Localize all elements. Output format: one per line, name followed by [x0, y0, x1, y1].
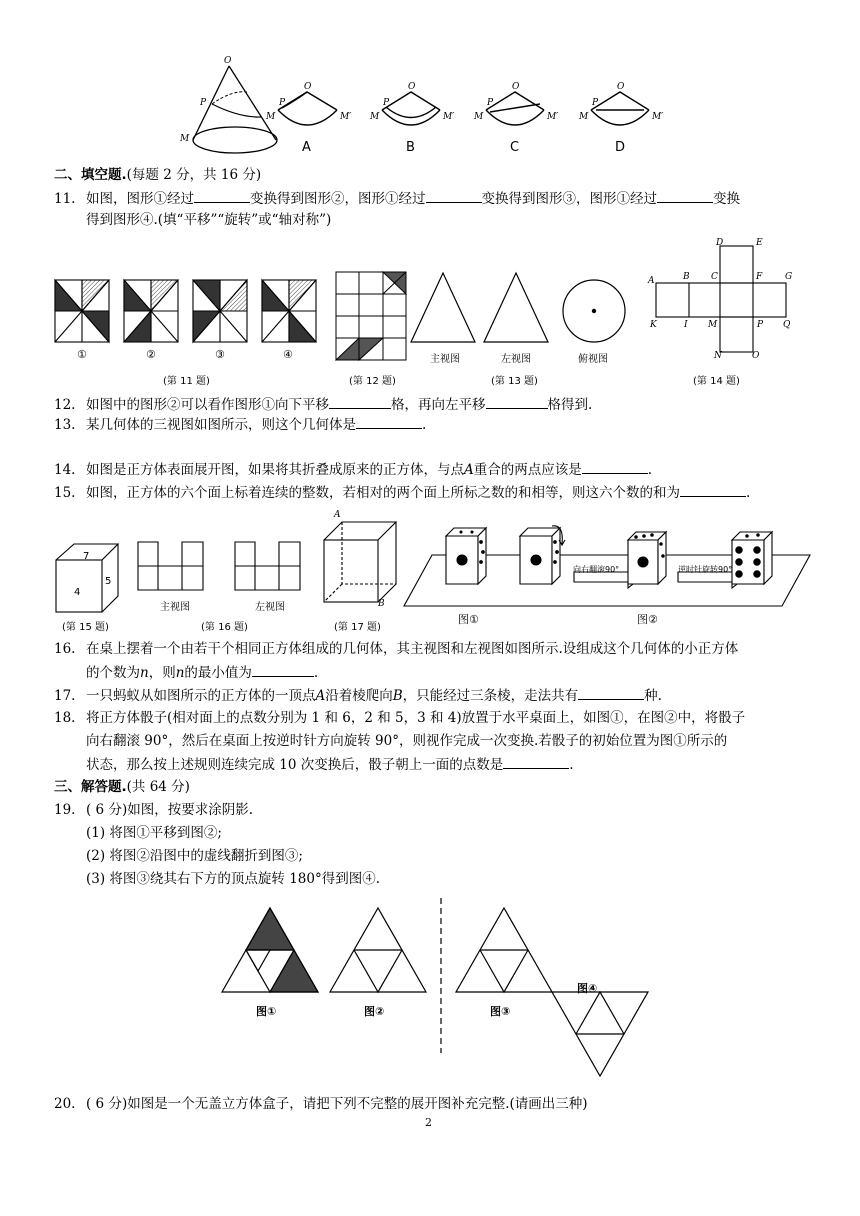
- opt-d-label-p: P: [592, 98, 599, 108]
- q13-number: 13.: [54, 417, 76, 433]
- q17-text-4: 种.: [644, 688, 662, 704]
- q11-blank-1[interactable]: [194, 189, 250, 203]
- question-13: [54, 415, 426, 434]
- q11-blank-2[interactable]: [426, 189, 482, 203]
- q12-text-1: 如图中的图形②可以看作图形①向下平移: [86, 397, 329, 413]
- net-label-p: P: [757, 320, 764, 330]
- q19-triangles: [220, 898, 660, 1058]
- q12-blank-2[interactable]: [486, 395, 548, 409]
- q14-blank[interactable]: [582, 460, 648, 474]
- q11-fig-2-label: ②: [146, 348, 156, 361]
- q13-front-view-label: 主视图: [430, 354, 460, 365]
- q11-fig-3-label: ③: [215, 348, 225, 361]
- q17-var-b: B: [392, 688, 403, 704]
- opt-b-label-o: O: [408, 82, 416, 92]
- cone-label-p: P: [200, 98, 207, 108]
- q16-front-view-label: 主视图: [160, 602, 190, 613]
- q19-fig-1-label: 图①: [256, 1005, 277, 1018]
- section-2-note: (每题 2 分，共 16 分): [126, 167, 262, 183]
- question-18-line1: [54, 709, 745, 727]
- q15-blank[interactable]: [680, 483, 746, 497]
- q16-text-c: 的最小值为: [184, 665, 252, 681]
- question-16-line1: [54, 640, 738, 658]
- q19-number: 19.: [54, 802, 76, 818]
- q17-number: 17.: [54, 688, 76, 704]
- opt-a-label-p: P: [279, 98, 286, 108]
- q11-fig-1-label: ①: [77, 348, 87, 361]
- q17-text-3: ，只能经过三条棱，走法共有: [402, 688, 579, 704]
- cube-num-right: 5: [105, 576, 112, 587]
- caption-q11: (第 11 题): [163, 376, 210, 387]
- q19-step-3: (3) 将图③绕其右下方的顶点旋转 180°得到图④.: [86, 871, 381, 887]
- q16-text-b: ，则: [148, 665, 176, 681]
- question-11-line1: [54, 189, 740, 208]
- cone-label-m: M: [180, 134, 190, 144]
- q16-text-d: .: [313, 665, 319, 681]
- opt-d-label-m: M: [579, 112, 589, 122]
- opt-c-label-p: P: [487, 98, 494, 108]
- option-c-letter: C: [510, 140, 520, 155]
- q13-left-view-label: 左视图: [501, 354, 531, 365]
- q12-blank-1[interactable]: [329, 395, 391, 409]
- caption-q14: (第 14 题): [693, 376, 740, 387]
- question-17: [54, 686, 662, 705]
- q17-label-b: B: [378, 599, 385, 609]
- net-label-o: O: [752, 351, 760, 361]
- q17-cube: [320, 516, 400, 606]
- q19-fig-2-label: 图②: [364, 1005, 385, 1018]
- opt-c-label-m: M: [474, 112, 484, 122]
- opt-c-label-o: O: [512, 82, 520, 92]
- q17-text-1: 一只蚂蚁从如图所示的正方体的一顶点: [86, 688, 316, 704]
- opt-a-label-o: O: [304, 82, 312, 92]
- q14-cube-net: [656, 246, 796, 356]
- q19-step-2: (2) 将图②沿图中的虚线翻折到图③;: [86, 848, 303, 864]
- cube-num-top: 7: [83, 551, 90, 562]
- net-label-e: E: [756, 238, 763, 248]
- q13-text-2: .: [422, 417, 427, 433]
- net-label-m: M: [708, 320, 718, 330]
- q19-fig-3-label: 图③: [490, 1005, 511, 1018]
- q13-views: [408, 270, 628, 350]
- q11-squares: [55, 278, 315, 348]
- q18-fig-2-label: 图②: [637, 613, 658, 626]
- q11-fig-4-label: ④: [283, 348, 293, 361]
- section-2-heading: [54, 166, 261, 184]
- option-b-letter: B: [406, 140, 415, 155]
- net-label-f: F: [756, 272, 763, 282]
- q15-text-1: 如图，正方体的六个面上标着连续的整数，若相对的两个面上所标之数的和相等，则这六个数的和为: [86, 485, 680, 501]
- opt-a-label-m: M: [266, 112, 276, 122]
- net-label-d: D: [716, 238, 724, 248]
- q17-var-a: A: [315, 688, 326, 704]
- question-20: [54, 1095, 588, 1113]
- q12-grid: [336, 272, 408, 362]
- opt-b-label-m2: M′: [443, 112, 455, 122]
- q18-line2: 向右翻滚 90°，然后在桌面上按逆时针方向旋转 90°，则视作完成一次变换.若骰子的初始位置为图①所示的: [86, 733, 728, 749]
- caption-q12: (第 12 题): [349, 376, 396, 387]
- question-14: [54, 460, 652, 479]
- q15-text-2: .: [746, 485, 751, 501]
- q18-arrow-2-label: 逆时针旋转90°: [678, 565, 733, 574]
- q12-text-3: 格得到.: [547, 397, 593, 413]
- q15-number: 15.: [54, 485, 76, 501]
- question-19: [54, 801, 253, 819]
- net-label-q: Q: [783, 320, 791, 330]
- q16-blank[interactable]: [252, 663, 314, 677]
- q17-blank[interactable]: [578, 686, 644, 700]
- q12-number: 12.: [54, 397, 76, 413]
- section-3-heading: [54, 778, 190, 796]
- question-16-line2: [86, 663, 318, 682]
- caption-q15: (第 15 题): [62, 622, 109, 633]
- q11-blank-3[interactable]: [657, 189, 713, 203]
- q13-text-1: 某几何体的三视图如图所示，则这个几何体是: [86, 417, 356, 433]
- q18-line3-text: 状态，那么按上述规则连续完成 10 次变换后，骰子朝上一面的点数是: [86, 757, 504, 773]
- q11-text-1: 如图，图形①经过: [86, 191, 194, 207]
- caption-q13: (第 13 题): [491, 376, 538, 387]
- question-12: [54, 395, 592, 414]
- opt-d-label-o: O: [617, 82, 625, 92]
- q18-line1: 将正方体骰子(相对面上的点数分别为 1 和 6，2 和 5，3 和 4)放置于水平桌面上，如图①，在图②中，将骰子: [86, 710, 746, 726]
- net-label-g: G: [785, 272, 793, 282]
- q17-label-a: A: [334, 510, 341, 520]
- q13-blank[interactable]: [356, 415, 422, 429]
- page-number: 2: [425, 1116, 432, 1129]
- q14-text-2: 重合的两点应该是: [473, 462, 582, 478]
- q20-number: 20.: [54, 1096, 76, 1112]
- opt-a-label-m2: M′: [340, 112, 352, 122]
- q19-intro: ( 6 分)如图，按要求涂阴影.: [86, 802, 253, 818]
- q18-blank[interactable]: [503, 755, 569, 769]
- net-label-a: A: [648, 276, 655, 286]
- net-label-b: B: [683, 272, 690, 282]
- section-3-title: 三、解答题.: [54, 779, 127, 795]
- q14-text-3: .: [647, 462, 653, 478]
- opt-b-label-m: M: [370, 112, 380, 122]
- q11-text-3: 变换得到图形③，图形①经过: [481, 191, 657, 207]
- q12-text-2: 格，再向左平移: [391, 397, 486, 413]
- cone-drawing: [0, 0, 860, 160]
- q18-number: 18.: [54, 710, 76, 726]
- q16-var-n: n: [140, 665, 149, 681]
- q16-line1: 在桌上摆着一个由若干个相同正方体组成的几何体，其主视图和左视图如图所示.设组成这个几何体的小正方体: [86, 641, 739, 657]
- q13-top-view-label: 俯视图: [578, 354, 608, 365]
- q16-text-a: 的个数为: [86, 665, 140, 681]
- q17-text-2: 沿着棱爬向: [325, 688, 393, 704]
- q16-views: [136, 540, 316, 600]
- q18-line3-end: .: [569, 757, 574, 773]
- q20-text: ( 6 分)如图是一个无盖立方体盒子，请把下列不完整的展开图补充完整.(请画出三种): [86, 1096, 588, 1112]
- question-15: [54, 483, 750, 502]
- opt-d-label-m2: M′: [652, 112, 664, 122]
- q11-line2: 得到图形④.(填“平移”“旋转”或“轴对称”): [86, 212, 332, 228]
- q11-number: 11.: [54, 191, 76, 207]
- q19-step-1: (1) 将图①平移到图②;: [86, 825, 222, 841]
- q16-left-view-label: 左视图: [255, 602, 285, 613]
- q18-fig-1-label: 图①: [458, 613, 479, 626]
- q16-number: 16.: [54, 641, 76, 657]
- q16-var-n-2: n: [175, 665, 185, 681]
- net-label-c: C: [711, 272, 718, 282]
- net-label-i: I: [684, 320, 688, 330]
- caption-q17: (第 17 题): [334, 622, 381, 633]
- section-3-note: (共 64 分): [126, 779, 190, 795]
- net-label-k: K: [650, 320, 657, 330]
- net-label-n: N: [714, 351, 722, 361]
- q11-text-2: 变换得到图形②，图形①经过: [250, 191, 426, 207]
- q14-text-1: 如图是正方体表面展开图，如果将其折叠成原来的正方体，与点: [86, 462, 464, 478]
- cube-num-front: 4: [74, 587, 81, 598]
- option-a-letter: A: [302, 140, 311, 155]
- q14-var-a: A: [464, 462, 474, 478]
- q19-fig-4-label: 图④: [577, 982, 598, 995]
- q11-text-4: 变换: [713, 191, 740, 207]
- option-d-letter: D: [615, 140, 626, 155]
- q18-arrow-1-label: 向右翻滚90°: [573, 565, 620, 574]
- q14-number: 14.: [54, 462, 76, 478]
- opt-b-label-p: P: [383, 98, 390, 108]
- question-18-line3: [86, 755, 574, 774]
- cone-label-o: O: [224, 56, 232, 66]
- opt-c-label-m2: M′: [547, 112, 559, 122]
- caption-q16: (第 16 题): [201, 622, 248, 633]
- section-2-title: 二、填空题.: [54, 167, 127, 183]
